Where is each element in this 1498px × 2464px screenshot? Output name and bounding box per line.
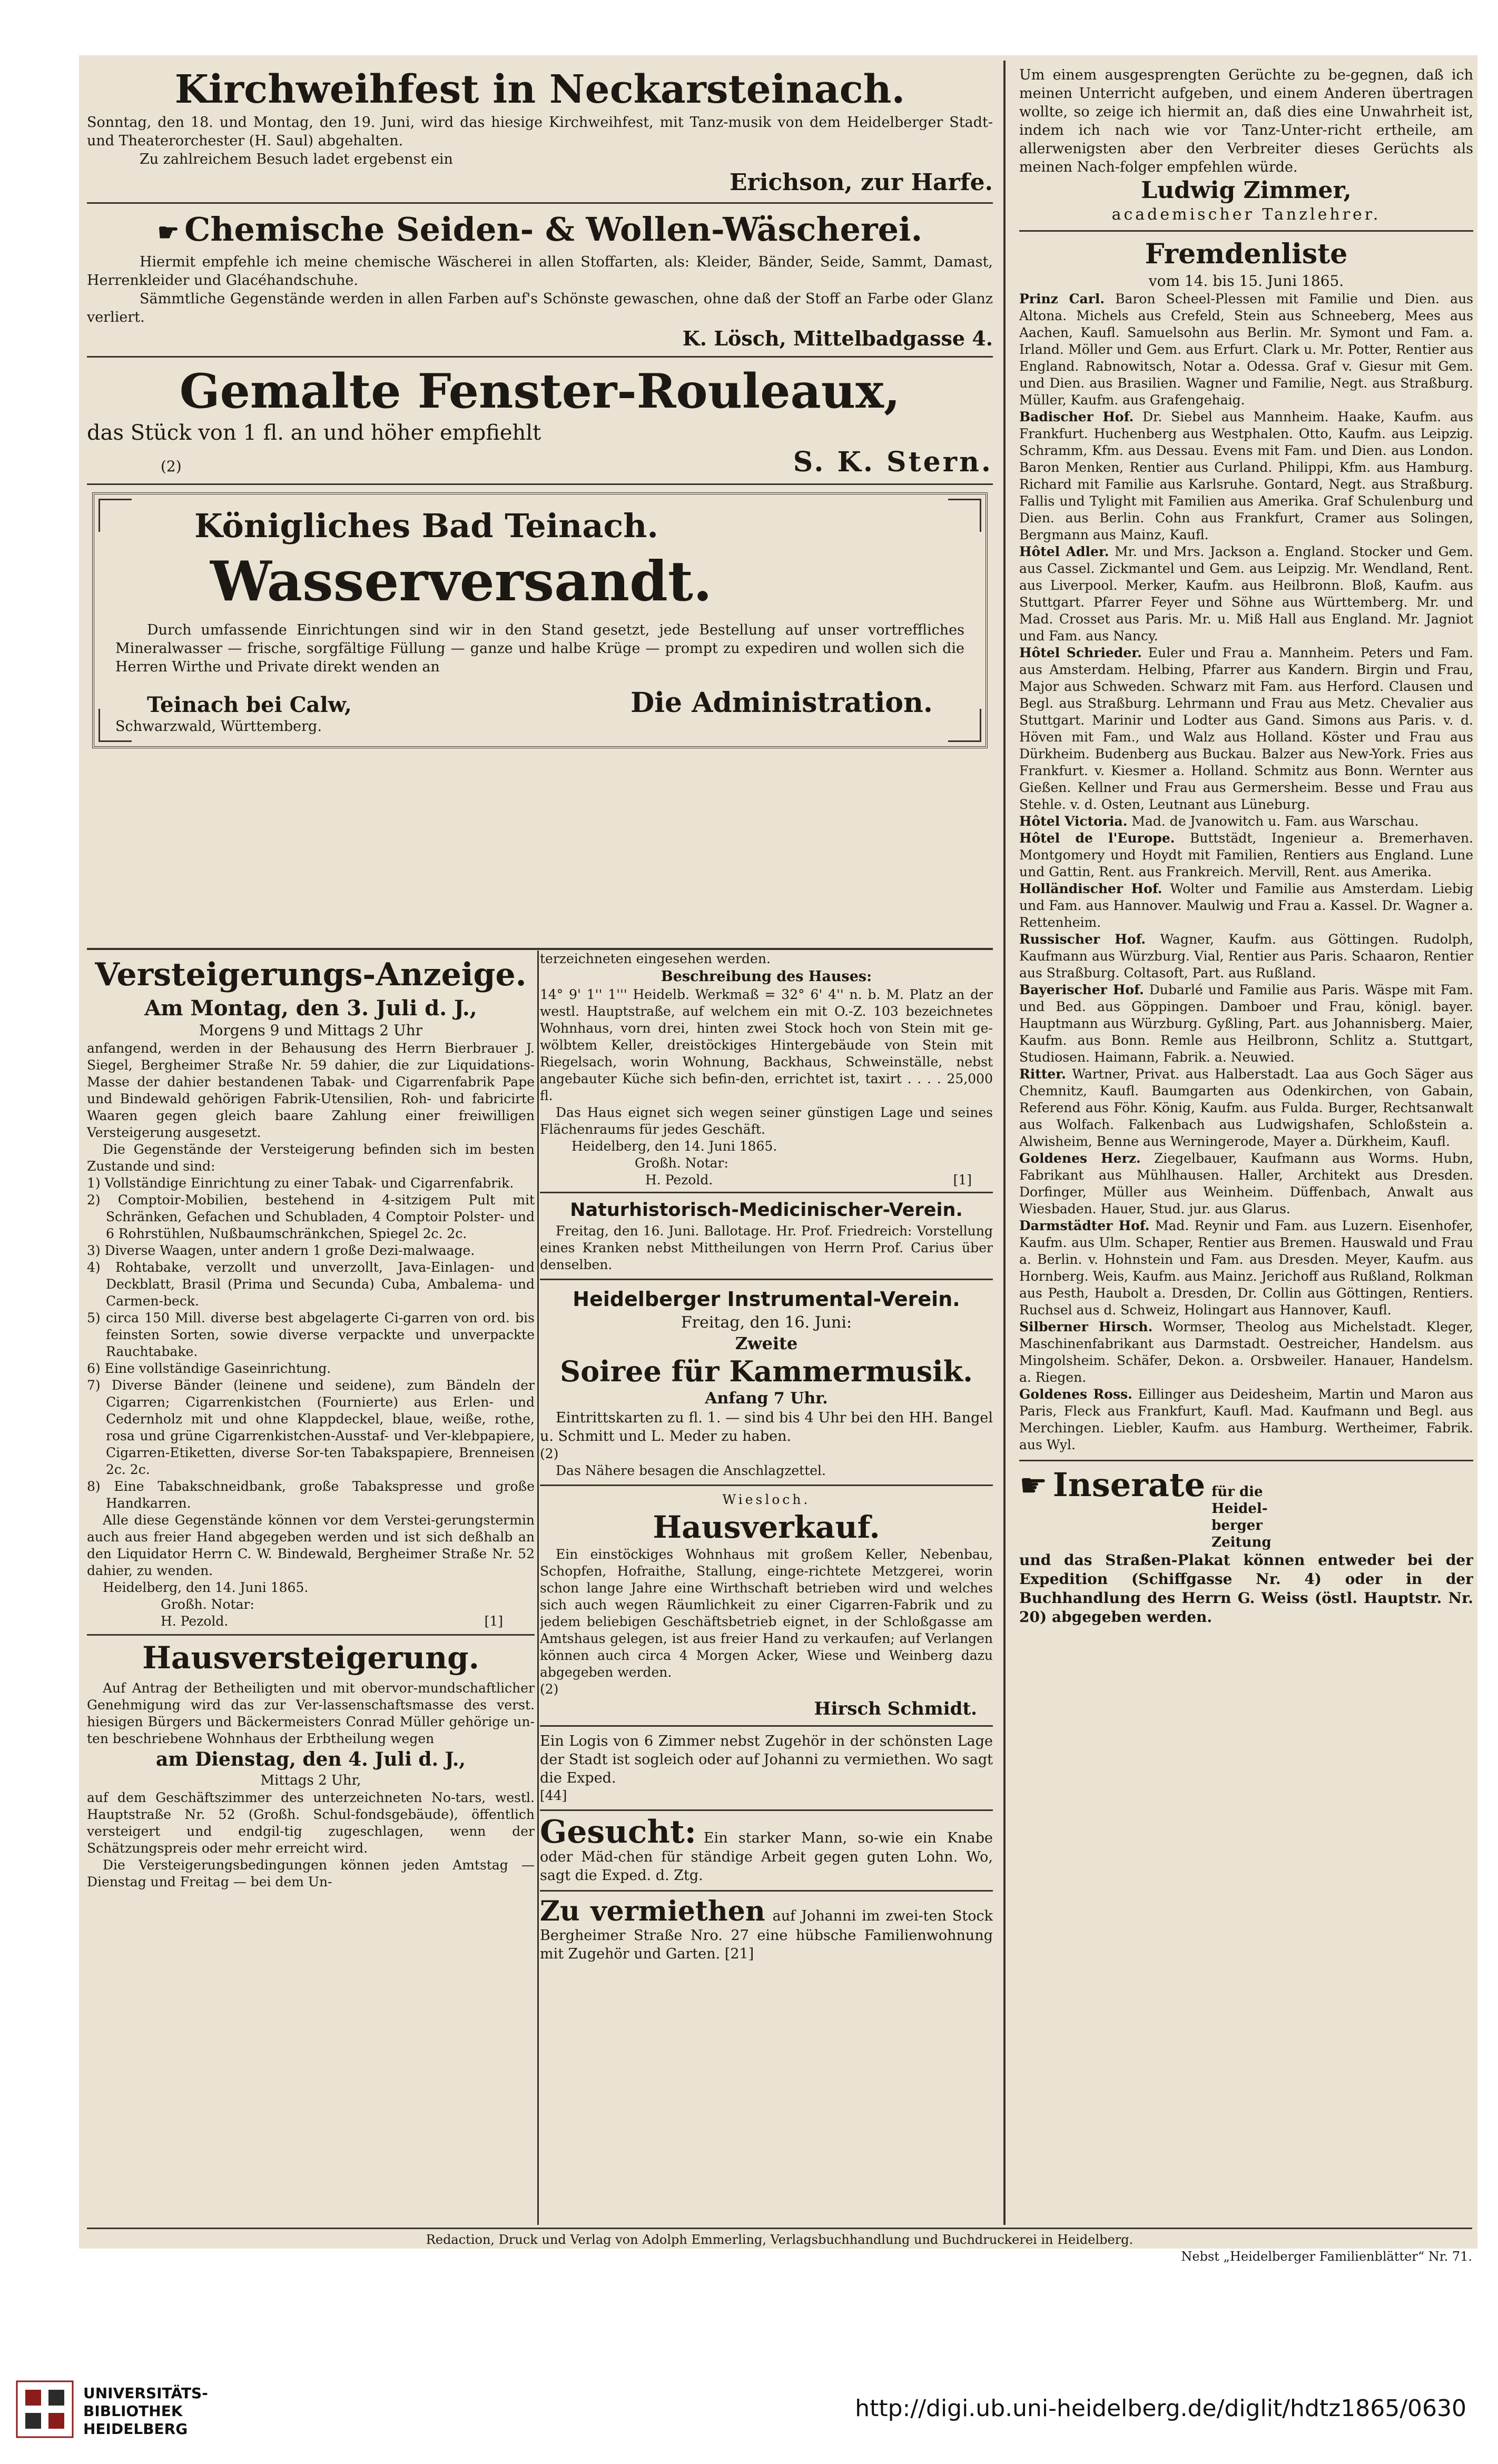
versteigerung-title: Versteigerungs-Anzeige. xyxy=(95,956,527,993)
list-item: 1) Vollständige Einrichtung zu einer Tabak- und Cigarrenfabrik. xyxy=(87,1175,514,1191)
vermiethen-text: auf Johanni im zwei-ten Stock Bergheimer Straße Nro. 27 eine hübsche Familienwohnung mit Zugehör und Garten. xyxy=(540,1908,993,1962)
list-item: 3) Diverse Waagen, unter andern 1 große Dezi-malwaage. xyxy=(87,1243,475,1258)
hotel-name: Holländischer Hof. xyxy=(1019,881,1162,896)
tanzlehrer-ad xyxy=(1019,66,1473,232)
kirchweihfest-invite: Zu zahlreichem Besuch ladet ergebenst ein xyxy=(140,151,453,167)
list-item xyxy=(1019,931,1473,982)
hausverkauf-ad xyxy=(540,1491,993,1727)
naturhistorisch-title: Naturhistorisch-Medicinischer-Verein. xyxy=(570,1200,963,1221)
instrumental-text: Eintrittskarten zu fl. 1. — sind bis 4 Uhr bei den HH. Bangel u. Schmitt und L. Meder zu haben. xyxy=(540,1410,993,1444)
bad-teinach-place: Teinach bei Calw, xyxy=(147,692,352,717)
instrumental-zweite: Zweite xyxy=(735,1333,798,1353)
beschreibung-text-2: Das Haus eignet sich wegen seiner günstigen Lage und seines Flächenraums für jedes Geschäft. xyxy=(540,1105,993,1137)
list-item xyxy=(1019,982,1473,1066)
naturhistorisch-text: Freitag, den 16. Juni. Ballotage. Hr. Prof. Friedreich: Vorstellung eines Kranken nebst Mittheilungen von Herrn Prof. Carius über denselben. xyxy=(540,1223,993,1272)
library-name-line: BIBLIOTHEK xyxy=(83,2402,183,2420)
beschreibung-notar: Großh. Notar: xyxy=(635,1155,728,1171)
hausverkauf-place: Wiesloch. xyxy=(722,1492,811,1507)
hotel-guests: Ziegelbauer, Kaufmann aus Worms. Hubn, Fabrikant aus Mühlhausen. Haller, Architekt aus Dresden. Dorfinger, Müller aus Weinheim. Düffenbach, Anwalt aus Wiesbaden. Hauer, Stud. jur. aus Glarus. xyxy=(1019,1151,1473,1216)
instrumental-soiree: Soiree für Kammermusik. xyxy=(560,1354,973,1388)
hotel-name: Hôtel Victoria. xyxy=(1019,814,1128,829)
column-rule xyxy=(1003,61,1006,2225)
instrumental-verein-ad xyxy=(540,1285,993,1486)
instrumental-text-2: Das Nähere besagen die Anschlagzettel. xyxy=(556,1463,826,1478)
list-item xyxy=(1019,291,1473,409)
rouleaux-text: das Stück von 1 fl. an und höher empfiehlt xyxy=(87,421,541,445)
bad-teinach-title: Königliches Bad Teinach. xyxy=(194,507,658,545)
hotel-guests: Buttstädt, Ingenieur a. Bremerhaven. Montgomery und Hoydt mit Familien, Rentiers aus England. Lune und Gattin, Rent. aus Frankreich. Mervill, Rent. aus Amerika. xyxy=(1019,830,1473,879)
ornament-corner-icon xyxy=(948,499,981,532)
logis-number: [44] xyxy=(540,1788,567,1803)
seiden-text-1: Hiermit empfehle ich meine chemische Wäscherei in allen Stoffarten, als: Kleider, Bänder, Seide, Sammt, Damast, Herrenkleider und Glacéhandschuhe. xyxy=(87,254,993,289)
hotel-guests: Dr. Siebel aus Mannheim. Haake, Kaufm. aus Frankfurt. Huchenberg aus Westphalen. Otto, Kaufm. aus Leipzig. Schramm, Kfm. aus Dessau. Evens mit Fam. und Dien. aus London. Baron Menken, Rentier aus Curland. Philippi, Kfm. aus Hamburg. Richard mit Familie aus Karlsruhe. Gontard, Negt. aus Straßburg. Fallis und Tylight mit Familien aus Amerika. Graf Schulenburg und Dien. aus Berlin. Cohn aus Frankfurt, Cramer aus Solingen, Bergmann aus Mainz, Kaufl. xyxy=(1019,409,1473,542)
hotel-name: Goldenes Herz. xyxy=(1019,1151,1141,1166)
logis-ad xyxy=(540,1732,993,1811)
rouleaux-signature: S. K. Stern. xyxy=(793,446,993,478)
section-rule xyxy=(87,948,993,950)
seiden-signature: K. Lösch, Mittelbadgasse 4. xyxy=(682,326,993,350)
list-item xyxy=(1019,543,1473,645)
hotel-name: Russischer Hof. xyxy=(1019,932,1146,947)
bad-teinach-ad xyxy=(92,492,988,748)
wasserversandt-title: Wasserversandt. xyxy=(210,549,713,613)
hausversteigerung-text-2: auf dem Geschäftszimmer des unterzeichneten No-tars, westl. Hauptstraße Nr. 52 (Großh. Schul-fondsgebäude), öffentlich versteigert und endgil-tig zugeschlagen, wenn der Schätzungspreis oder mehr erreicht wird. xyxy=(87,1790,535,1856)
vermiethen-ad xyxy=(540,1897,993,1963)
rouleaux-ad xyxy=(87,363,993,485)
tanzlehrer-text: Um einem ausgesprengten Gerüchte zu be-gegnen, daß ich meinen Unterricht aufgeben, und einem Anderen übertragen wollte, so zeige ich hiermit an, daß dies eine Unwahrheit ist, indem ich nach wie vor Tanz-Unter-richt ertheile, am allerwenigsten aber den Verbreiter dieses Gerüchts als meinen Nach-folger empfehlen würde. xyxy=(1019,67,1473,175)
versteigerung-items xyxy=(87,1175,535,1512)
ornament-corner-icon xyxy=(948,709,981,742)
list-item xyxy=(1019,1150,1473,1218)
list-item xyxy=(1019,830,1473,880)
list-item xyxy=(1019,1319,1473,1386)
bad-teinach-region: Schwarzwald, Württemberg. xyxy=(115,718,322,735)
hotel-name: Hôtel de l'Europe. xyxy=(1019,830,1175,846)
list-item: 7) Diverse Bänder (leinene und seidene), zum Bändeln der Cigarren; Cigarrenkistchen (Fournierte) aus Erlen- und Cedernholz mit und ohne Klappdeckel, blaue, weiße, rothe, rosa und grüne Cigarrenkistchen-Ausstaf- und Ver-klebpapiere, Cigarren-Etiketten, diverse Sor-ten Tabakspapiere, Brenneisen 2c. 2c. xyxy=(87,1378,535,1477)
instrumental-title: Heidelberger Instrumental-Verein. xyxy=(573,1288,960,1311)
hotel-guests: Eillinger aus Deidesheim, Martin und Maron aus Paris, Fleck aus Frankfurt, Kaufl. Mad. Kaufmann und Begl. aus Merchingen. Liebler, Kaufm. aus Hamburg. Wertheimer, Fabrik. aus Wyl. xyxy=(1019,1387,1473,1452)
beschreibung-place: Heidelberg, den 14. Juni 1865. xyxy=(571,1139,777,1154)
hotel-name: Silberner Hirsch. xyxy=(1019,1319,1153,1334)
ornament-corner-icon xyxy=(98,709,132,742)
inserate-text: und das Straßen-Plakat können entweder bei der Expedition (Schiffgasse Nr. 4) oder in der Buchhandlung des Herrn G. Weiss (östl. Hauptstr. Nr. 20) abgegeben werden. xyxy=(1019,1551,1473,1626)
beschreibung-notar-name: H. Pezold. xyxy=(645,1172,713,1188)
bad-teinach-text: Durch umfassende Einrichtungen sind wir in den Stand gesetzt, jede Bestellung auf unser vortreffliches Mineralwasser — frische, sorgfältige Füllung — ganze und halbe Krüge — prompt zu expediren und wollen sich die Herren Wirthe und Private direkt wenden an xyxy=(115,622,964,675)
vermiethen-title: Zu vermiethen xyxy=(540,1895,765,1927)
tanzlehrer-signature: Ludwig Zimmer, xyxy=(1141,177,1352,204)
beschreibung-title: Beschreibung des Hauses: xyxy=(661,968,872,985)
continued-text: terzeichneten eingesehen werden. xyxy=(540,951,771,966)
hotel-name: Prinz Carl. xyxy=(1019,291,1105,306)
fremdenliste-date: vom 14. bis 15. Juni 1865. xyxy=(1148,272,1344,290)
library-seal-icon xyxy=(16,2380,74,2438)
list-item xyxy=(1019,409,1473,543)
versteigerung-notar-name: H. Pezold. xyxy=(161,1614,229,1629)
kirchweihfest-signature: Erichson, zur Harfe. xyxy=(730,169,993,196)
gesucht-text: Ein starker Mann, so-wie ein Knabe oder Mäd-chen für ständige Arbeit gegen guten Lohn. Wo, sagt die Exped. d. Ztg. xyxy=(540,1830,993,1884)
rouleaux-footer xyxy=(87,446,993,478)
hotel-guests: Euler und Frau a. Mannheim. Peters und Fam. aus Amsterdam. Helbing, Pfarrer aus Kandern. Birgin und Frau, Major aus Schweden. Schwarz mit Fam. aus Herford. Clausen und Begl. aus Straßburg. Lehrmann und Frau aus Metz. Chevalier aus Stuttgart. Marinir und Lodter aus Gand. Simons aus Paris. v. d. Höven mit Fam., und Walz aus Holland. Köster und Frau aus Dürkheim. Budenberg aus Buckau. Balzer aus New-York. Fries aus Frankfurt. v. Kiesmer a. Holland. Schmitz aus Bonn. Wernter aus Gießen. Kellner und Frau aus Germersheim. Besse und Frau aus Stehle. v. d. Osten, Leutnant aus Lüneburg. xyxy=(1019,645,1473,812)
tanzlehrer-role: academischer Tanzlehrer. xyxy=(1111,205,1381,224)
naturhistorisch-ad xyxy=(540,1198,993,1280)
list-item: 6) Eine vollständige Gaseinrichtung. xyxy=(87,1361,331,1376)
versteigerung-text-3: Alle diese Gegenstände können vor dem Verstei-gerungstermin auch aus freier Hand abgegeben werden und ist sich deßhalb an den Liquidator Herrn C. W. Bindewald, Bergheimer Straße Nr. 52 dahier, zu wenden. xyxy=(87,1512,535,1578)
seiden-waescherei-ad xyxy=(87,209,993,358)
hotel-guests: Wartner, Privat. aus Halberstadt. Laa aus Goch Säger aus Chemnitz, Kaufl. Baumgarten aus Odenkirchen, von Gabain, Referend aus Föhr. König, Kaufm. aus Fulda. Burger, Rechtsanwalt aus Wolfach. Falkenbach aus Ludwigshafen, Schloßstein a. Alwisheim, Benne aus Werningerode, Mayer a. Dürkheim, Kaufl. xyxy=(1019,1066,1473,1149)
list-item xyxy=(1019,1218,1473,1319)
inserate-side: für die Heidel-berger Zeitung xyxy=(1211,1484,1272,1550)
inserate-header xyxy=(1019,1467,1473,1551)
library-name-line: HEIDELBERG xyxy=(83,2420,188,2438)
hotel-guests: Mr. und Mrs. Jackson a. England. Stocker und Gem. aus Cassel. Zickmantel und Gem. aus Leipzig. Mr. Wendland, Rent. aus Liverpool. Merker, Kaufm. aus Heilbronn. Bloß, Kaufm. aus Stuttgart. Pfarrer Feyer und Söhne aus Württemberg. Mr. und Mad. Crosset aus Paris. Mr. u. Miß Hall aus England. Mr. Jagniot und Fam. aus Nancy. xyxy=(1019,544,1473,644)
logis-text: Ein Logis von 6 Zimmer nebst Zugehör in der schönsten Lage der Stadt ist sogleich oder auf Johanni zu vermiethen. Wo sagt die Exped. xyxy=(540,1733,993,1786)
instrumental-number: (2) xyxy=(540,1446,559,1461)
fremdenliste-title: Fremdenliste xyxy=(1145,238,1348,270)
guest-list-column xyxy=(1019,66,1473,2225)
source-url-link[interactable]: http://digi.ub.uni-heidelberg.de/diglit/hdtz1865/0630 xyxy=(855,2395,1466,2422)
imprint: Redaction, Druck und Verlag von Adolph Emmerling, Verlagsbuchhandlung und Buchdruckerei in Heidelberg. xyxy=(87,2228,1472,2248)
list-item xyxy=(1019,1386,1473,1453)
hausverkauf-title: Hausverkauf. xyxy=(653,1509,880,1545)
versteigerung-text: anfangend, werden in der Behausung des Herrn Bierbrauer J. Siegel, Bergheimer Straße Nr. 59 dahier, die zur Liquidations-Masse der dahier bestandenen Tabak- und Cigarrenfabrik Pape und Bindewald gehörigen Fabrik-Utensilien, Roh- und fabricirte Waaren gegen gleich baare Zahlung einer freiwilligen Versteigerung ausgesetzt. xyxy=(87,1041,535,1140)
hotel-guests: Wagner, Kaufm. aus Göttingen. Rudolph, Kaufmann aus Würzburg. Vial, Rentier aus Paris. Schaaron, Rentier aus Straßburg. Coltasoft, Part. aus Rußland. xyxy=(1019,932,1473,981)
page-footer xyxy=(87,2228,1472,2265)
hausverkauf-text: Ein einstöckiges Wohnhaus mit großem Keller, Nebenbau, Schopfen, Hofraithe, Stallung, einge-richtete Metzgerei, worin schon lange Jahre eine Wirthschaft betrieben wird und welches sich auch wegen Räumlichkeit zu einer Cigarren-Fabrik und zu jedem beliebigen Geschäftsbetrieb eignet, in der Schloßgasse am Amtshaus gelegen, ist aus freier Hand zu verkaufen; auf Verlangen können auch circa 4 Morgen Acker, Wiese und Weinberg dazu abgegeben werden. xyxy=(540,1547,993,1680)
hausversteigerung-title: Hausversteigerung. xyxy=(142,1640,479,1676)
hotel-list xyxy=(1019,291,1473,1453)
bad-teinach-address xyxy=(115,692,352,736)
top-ads-column xyxy=(87,66,993,948)
hotel-name: Badischer Hof. xyxy=(1019,409,1134,424)
versteigerung-time: Morgens 9 und Mittags 2 Uhr xyxy=(199,1022,423,1039)
hotel-name: Goldenes Ross. xyxy=(1019,1387,1132,1402)
instrumental-date: Freitag, den 16. Juni: xyxy=(681,1313,852,1332)
list-item: 2) Comptoir-Mobilien, bestehend in 4-sitzigem Pult mit Schränken, Gefachen und Schubladen, 4 Comptoir Polster- und 6 Rohrstühlen, Nußbaumschränkchen, Spiegel 2c. 2c. xyxy=(87,1192,535,1241)
beschreibung-text: 14° 9' 1'' 1''' Heidelb. Werkmaß = 32° 6' 4'' n. b. M. Platz an der westl. Hauptstraße, auf welchem ein mit O.-Z. 103 bezeichnetes Wohnhaus, vorn drei, hinten zwei Stock hoch von Stein mit ge-wölbtem Keller, dreistöckiges Hintergebäude von Stein mit Riegelsach, worin Wohnung, Backhaus, Schweinställe, nebst angebauter Küche sich befin-den, errichtet ist, taxirt . . . . 25,000 fl. xyxy=(540,987,993,1103)
seiden-text-2: Sämmtliche Gegenstände werden in allen Farben auf's Schönste gewaschen, ohne daß der Stoff an Farbe oder Glanz verliert. xyxy=(87,291,993,325)
hotel-guests: Mad. Reynir und Fam. aus Luzern. Eisenhofer, Kaufm. aus Ulm. Schaper, Rentier aus Bremen. Hauswald und Frau a. Berlin. v. Hohnstein und Fam. aus Dresden. Meyer, Kaufm. aus Hornberg. Weis, Kaufm. aus Mainz. Jerichoff aus Rußland, Rolkman aus Pesth, Haubolt a. Dresden, Dr. Collin aus Göttingen, Rentiers. Ruchsel aus d. Schweiz, Holingart aus Hannover, Kaufl. xyxy=(1019,1218,1473,1318)
hotel-guests: Dubarlé und Familie aus Paris. Wäspe mit Fam. und Bed. aus Göppingen. Damboer und Frau, königl. bayer. Hauptmann aus Würzburg. Gyßling, Part. aus Johannisberg. Maier, Kaufm. aus Bonn. Remle aus Heilbronn, Schlitz a. Stuttgart, Studiosen. Haimann, Fabrik. a. Neuwied. xyxy=(1019,982,1473,1065)
hausversteigerung-time: Mittags 2 Uhr, xyxy=(260,1773,361,1788)
column-rule xyxy=(537,951,539,2225)
list-item: 5) circa 150 Mill. diverse best abgelagerte Ci-garren von ord. bis feinsten Sorten, sowie diverse verpackte und unverpackte Rauchtabake. xyxy=(87,1310,535,1359)
hotel-guests: Baron Scheel-Plessen mit Familie und Dien. aus Altona. Michels aus Crefeld, Stein aus Schneeberg, Mees aus Aachen, Kaufl. Samuelsohn aus Berlin. Mr. Symont und Fam. a. Irland. Möller und Gem. aus Erfurt. Clark u. Mr. Potter, Rentier aus England. Rabnowitsch, Notar a. Odessa. Graf v. Giesur mit Gem. und Dien. aus Brasilien. Wagner und Familie, Negt. aus Straßburg. Müller, Kaufm. aus Grafengehaig. xyxy=(1019,291,1473,408)
hausversteigerung-date: am Dienstag, den 4. Juli d. J., xyxy=(156,1748,466,1770)
beschreibung-number: [1] xyxy=(953,1172,972,1188)
versteigerung-text-2: Die Gegenstände der Versteigerung befinden sich im besten Zustande und sind: xyxy=(87,1142,535,1174)
rouleaux-title: Gemalte Fenster-Rouleaux, xyxy=(179,363,901,419)
versteigerung-sign-row xyxy=(87,1613,535,1636)
versteigerung-number: [1] xyxy=(484,1614,503,1629)
library-name-line: UNIVERSITÄTS- xyxy=(83,2384,208,2402)
bad-teinach-signature: Die Administration. xyxy=(630,687,933,719)
pointing-hand-icon: ☛ xyxy=(157,218,180,246)
library-name xyxy=(83,2384,208,2438)
ornament-corner-icon xyxy=(98,499,132,532)
versteigerung-date: Am Montag, den 3. Juli d. J., xyxy=(144,996,477,1021)
list-item xyxy=(1019,813,1473,830)
pointing-hand-icon: ☛ xyxy=(1019,1467,1048,1504)
kirchweihfest-text: Sonntag, den 18. und Montag, den 19. Juni, wird das hiesige Kirchweihfest, mit Tanz-musik von dem Heidelberger Stadt- und Theaterorchester (H. Saul) abgehalten. xyxy=(87,114,993,149)
list-item xyxy=(1019,1066,1473,1150)
inserate-ad xyxy=(1019,1460,1473,1627)
library-bar xyxy=(0,2359,1498,2464)
hotel-guests: Wolter und Familie aus Amsterdam. Liebig und Fam. aus Hannover. Maulwig und Frau a. Kassel. Dr. Wagner a. Rettenheim. xyxy=(1019,881,1473,930)
kirchweihfest-title: Kirchweihfest in Neckarsteinach. xyxy=(174,67,905,112)
hotel-guests: Wormser, Theolog aus Michelstadt. Kleger, Maschinenfabrikant aus Darmstadt. Oestreicher, Handelsm. aus Mingolsheim. Schäfer, Dekon. a. Orsbweiler. Hanauer, Handelsm. a. Riegen. xyxy=(1019,1319,1473,1385)
bad-teinach-footer xyxy=(115,687,964,736)
instrumental-anfang: Anfang 7 Uhr. xyxy=(705,1389,828,1408)
rouleaux-number: (2) xyxy=(161,458,182,475)
seiden-title: Chemische Seiden- & Wollen-Wäscherei. xyxy=(184,210,923,249)
hotel-name: Hôtel Adler. xyxy=(1019,544,1109,559)
vermiethen-number: [21] xyxy=(724,1946,754,1962)
supplement-reference: Nebst „Heidelberger Familienblätter“ Nr. 71. xyxy=(1181,2249,1472,2264)
hotel-name: Ritter. xyxy=(1019,1066,1066,1082)
inserate-title: Inserate xyxy=(1052,1466,1206,1504)
kirchweihfest-ad xyxy=(87,66,993,204)
hausverkauf-signature: Hirsch Schmidt. xyxy=(814,1698,977,1719)
hausversteigerung-text: Auf Antrag der Betheiligten und mit obervor-mundschaftlicher Genehmigung wird das zur Ver-lassenschaftsmasse des verst. hiesigen Bürgers und Bäckermeisters Conrad Müller gehörige un-ten beschriebene Wohnhaus der Erbtheilung wegen xyxy=(87,1680,535,1746)
beschreibung-sign-row xyxy=(540,1172,993,1193)
hotel-name: Hôtel Schrieder. xyxy=(1019,645,1142,660)
versteigerung-notar: Großh. Notar: xyxy=(161,1597,254,1612)
hotel-guests: Mad. de Jvanowitch u. Fam. aus Warschau. xyxy=(1131,814,1419,829)
list-item xyxy=(1019,880,1473,931)
versteigerung-place: Heidelberg, den 14. Juni 1865. xyxy=(103,1580,309,1595)
hausversteigerung-text-3: Die Versteigerungsbedingungen können jeden Amtstag — Dienstag und Freitag — bei dem Un- xyxy=(87,1857,535,1889)
hotel-name: Bayerischer Hof. xyxy=(1019,982,1144,997)
hausverkauf-number: (2) xyxy=(540,1681,559,1697)
auction-column xyxy=(87,951,535,2225)
hotel-name: Darmstädter Hof. xyxy=(1019,1218,1150,1233)
list-item: 8) Eine Tabakschneidbank, große Tabakspresse und große Handkarren. xyxy=(87,1479,535,1511)
gesucht-ad xyxy=(540,1816,993,1892)
notices-column xyxy=(540,951,993,2225)
gesucht-title: Gesucht: xyxy=(540,1814,696,1851)
list-item xyxy=(1019,645,1473,813)
list-item: 4) Rohtabake, verzollt und unverzollt, Java-Einlagen- und Deckblatt, Brasil (Prima und Secunda) Cuba, Ambalema- und Carmen-beck. xyxy=(87,1260,535,1309)
